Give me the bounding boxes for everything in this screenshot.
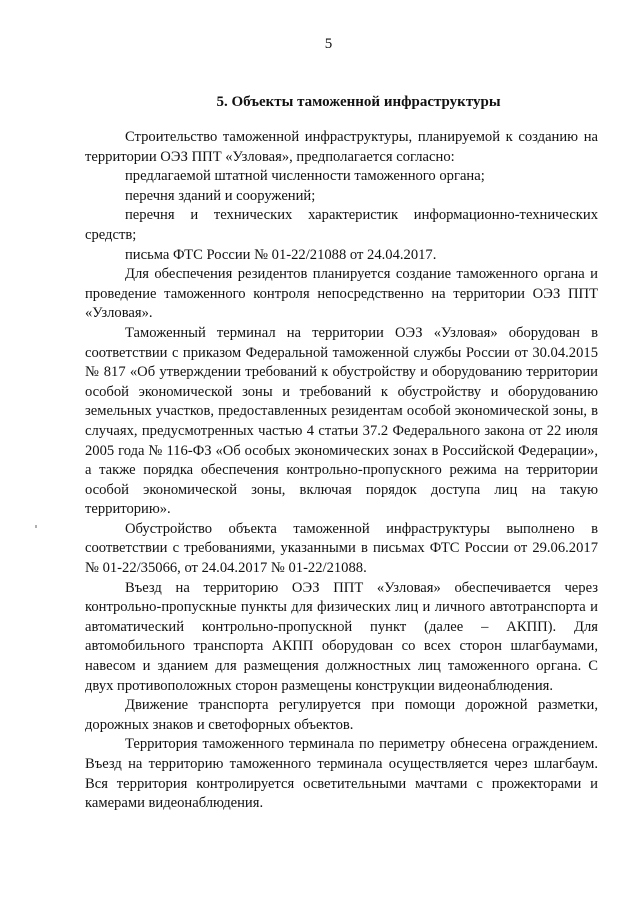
section-heading: 5. Объекты таможенной инфраструктуры (216, 94, 501, 110)
list-item: предлагаемой штатной численности таможенного органа; (125, 168, 485, 185)
body-paragraph: Для обеспечения резидентов планируется создание таможенного органа и проведение таможенного контроля непосредственно на территории ОЭЗ ППТ «Узловая». (85, 266, 598, 322)
body-paragraph: Таможенный терминал на территории ОЭЗ «Узловая» оборудован в соответствии с приказом Федеральной таможенной службы России от 30.04.2015 № 817 «Об утверждении требований к обустройству и оборудованию территории особой экономической зоны и требований к обустройству и оборудованию земельных участков, предоставленных резидентам особой экономической зоны, в случаях, предусмотренных частью 4 статьи 37.2 Федерального закона от 22 июля 2005 года № 116-ФЗ «Об особых экономических зонах в Российской Федерации», а также порядка обеспечения контрольно-пропускного режима на территории особой экономической зоны, включая порядок доступа лиц на такую территорию». (85, 324, 598, 518)
body-paragraph: Обустройство объекта таможенной инфраструктуры выполнено в соответствии с требованиями, указанными в письмах ФТС России от 29.06.2017 № 01-22/35066, от 24.04.2017 № 01-22/21088. (85, 520, 598, 577)
list-item: письма ФТС России № 01-22/21088 от 24.04.2017. (125, 246, 437, 263)
scan-mark (35, 525, 37, 528)
list-item: перечня и технических характеристик информационно-технических средств; (85, 207, 598, 243)
intro-paragraph: Строительство таможенной инфраструктуры, планируемой к созданию на территории ОЭЗ ППТ «Узловая», предполагается согласно: (85, 129, 598, 165)
body-paragraph: Въезд на территорию ОЭЗ ППТ «Узловая» обеспечивается через контрольно-пропускные пункты для физических лиц и личного автотранспорта и автоматический контрольно-пропускной пункт (далее – АКПП). Для автомобильного транспорта АКПП оборудован со всех сторон шлагбаумами, навесом и зданием для размещения должностных лиц таможенного органа. С двух противоположных сторон размещены конструкции видеонаблюдения. (85, 579, 598, 694)
document-body (85, 128, 598, 814)
body-paragraph: Движение транспорта регулируется при помощи дорожной разметки, дорожных знаков и светофорных объектов. (85, 697, 598, 733)
page-number: 5 (324, 36, 333, 52)
list-item: перечня зданий и сооружений; (125, 187, 316, 204)
body-paragraph: Территория таможенного терминала по периметру обнесена ограждением. Въезд на территорию таможенного терминала осуществляется через шлагбаум. Вся территория контролируется осветительными мачтами с прожекторами и камерами видеонаблюдения. (85, 736, 598, 812)
